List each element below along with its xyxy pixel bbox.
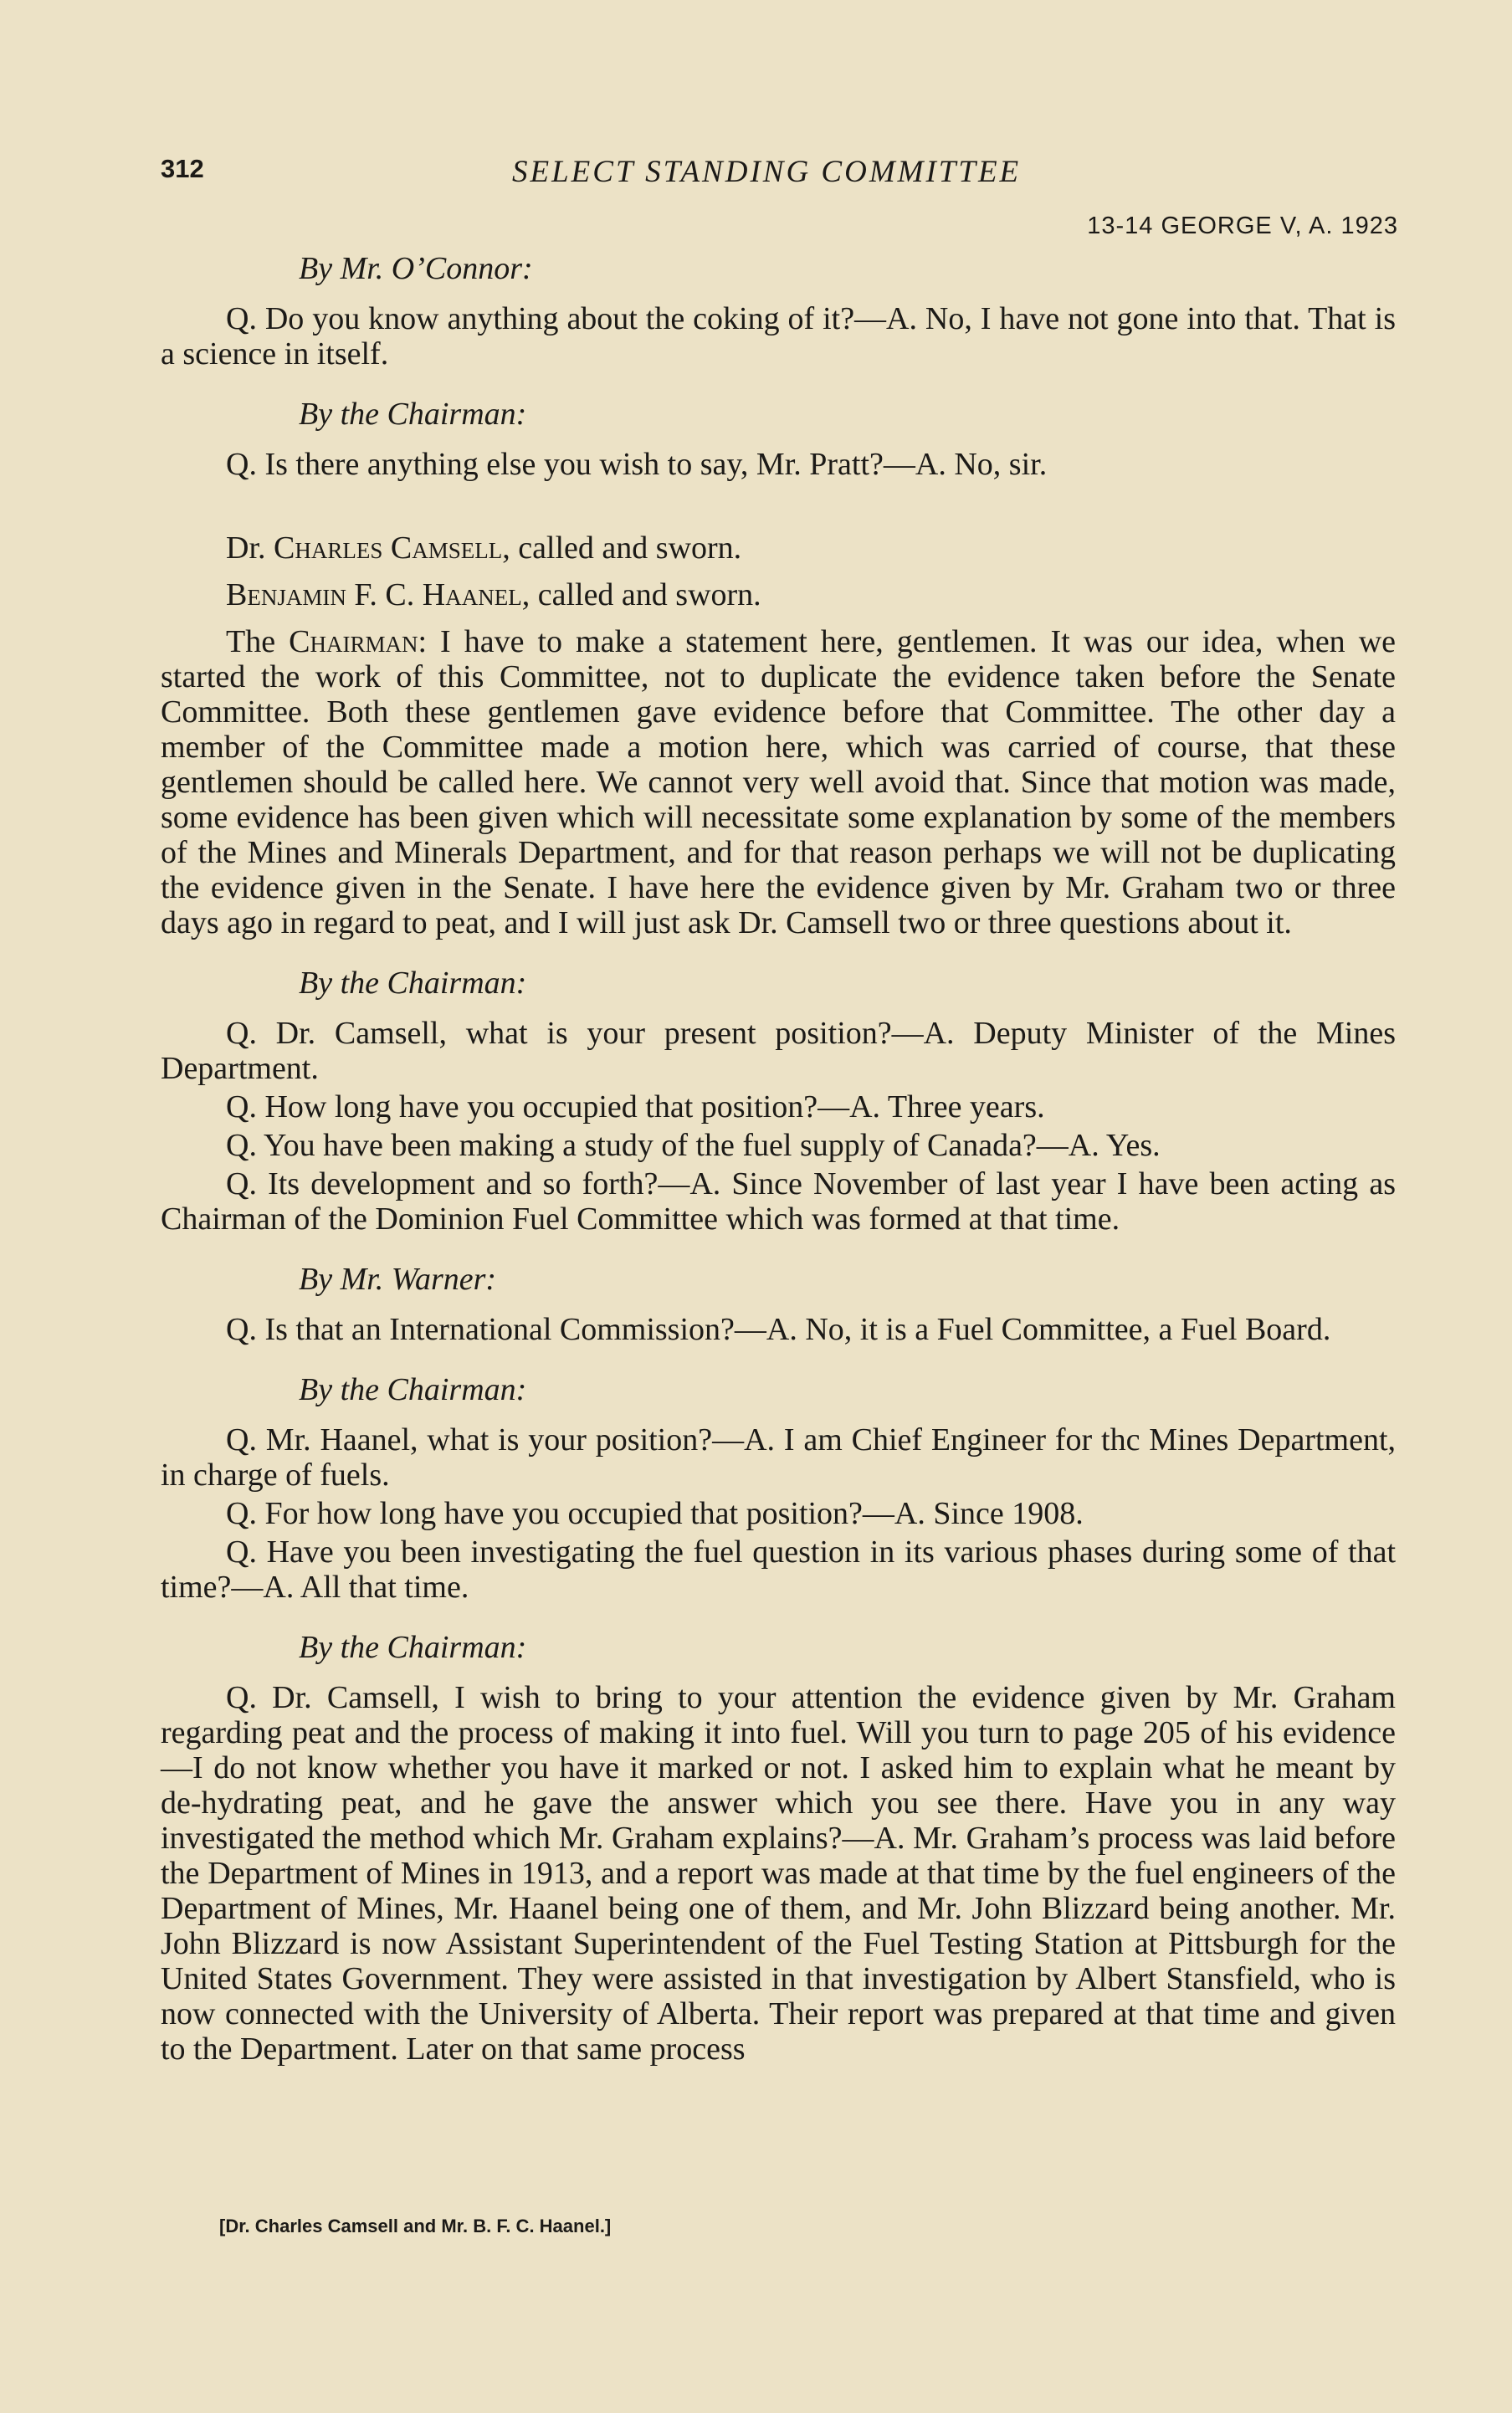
paragraph: Q. Dr. Camsell, what is your present position?—A. Deputy Minister of the Mines Department. <box>161 1016 1396 1086</box>
speaker-heading: By the Chairman: <box>299 1372 527 1407</box>
paragraph: Q. Do you know anything about the coking of it?—A. No, I have not gone into that. That is a science in itself. <box>161 301 1396 371</box>
paragraph: Q. How long have you occupied that position?—A. Three years. <box>226 1089 1045 1125</box>
speaker-heading: By Mr. Warner: <box>299 1262 497 1297</box>
speaker-heading: By the Chairman: <box>299 966 527 1001</box>
paragraph: Q. Have you been investigating the fuel question in its various phases during some of that time?—A. All that time. <box>161 1534 1396 1605</box>
session-line: 13-14 GEORGE V, A. 1923 <box>1087 213 1398 239</box>
paragraph: Q. You have been making a study of the fuel supply of Canada?—A. Yes. <box>226 1128 1161 1163</box>
speaker-heading: By the Chairman: <box>299 397 527 432</box>
paragraph: Q. Is that an International Commission?—A. No, it is a Fuel Committee, a Fuel Board. <box>226 1312 1331 1347</box>
speaker-heading: By the Chairman: <box>299 1630 527 1665</box>
chairman-statement: The Chairman: I have to make a statement here, gentlemen. It was our idea, when we started the work of this Committee, not to duplicate the evidence taken before the Senate Committee. Both these gentlemen gave evidence before that Committee. The other day a member of the Committee made a motion here, which was carried of course, that these gentlemen should be called here. We cannot very well avoid that. Since that motion was made, some evidence has been given which will necessitate some explanation by some of the members of the Mines and Minerals Department, and for that reason perhaps we will not be duplicating the evidence given in the Senate. I have here the evidence given by Mr. Graham two or three days ago in regard to peat, and I will just ask Dr. Camsell two or three questions about it. <box>161 624 1397 940</box>
paragraph: Q. Mr. Haanel, what is your position?—A. I am Chief Engineer for thc Mines Department, in charge of fuels. <box>161 1422 1396 1493</box>
footnote: [Dr. Charles Camsell and Mr. B. F. C. Haanel.] <box>219 2216 612 2236</box>
speaker-name: Chairman <box>289 624 418 659</box>
body-text <box>161 251 1396 2070</box>
paragraph: Q. Dr. Camsell, I wish to bring to your attention the evidence given by Mr. Graham regarding peat and the process of making it into fuel. Will you turn to page 205 of his evidence—I do not know whether you have it marked or not. I asked him to explain what he meant by de-hydrating peat, and he gave the answer which you see there. Have you in any way investigated the method which Mr. Graham explains?—A. Mr. Graham’s process was laid before the Department of Mines in 1913, and a report was made at that time by the fuel engineers of the Department of Mines, Mr. Haanel being one of them, and Mr. John Blizzard being another. Mr. John Blizzard is now Assistant Superintendent of the Fuel Testing Station at Pittsburgh for the United States Government. They were assisted in that investigation by Albert Stansfield, who is now connected with the University of Alberta. Their report was prepared at that time and given to the Department. Later on that same process <box>161 1680 1396 2067</box>
paragraph: Q. Is there anything else you wish to say, Mr. Pratt?—A. No, sir. <box>226 447 1048 482</box>
paragraph: Q. For how long have you occupied that position?—A. Since 1908. <box>226 1496 1084 1531</box>
speaker-heading: By Mr. O’Connor: <box>299 251 533 286</box>
sworn-line: Benjamin F. C. Haanel, called and sworn. <box>226 577 761 612</box>
sworn-line: Dr. Charles Camsell, called and sworn. <box>226 530 742 566</box>
running-head: SELECT STANDING COMMITTEE <box>512 155 1022 189</box>
paragraph: Q. Its development and so forth?—A. Since November of last year I have been acting as Chairman of the Dominion Fuel Committee which was formed at that time. <box>161 1166 1396 1237</box>
page-number: 312 <box>161 154 204 183</box>
